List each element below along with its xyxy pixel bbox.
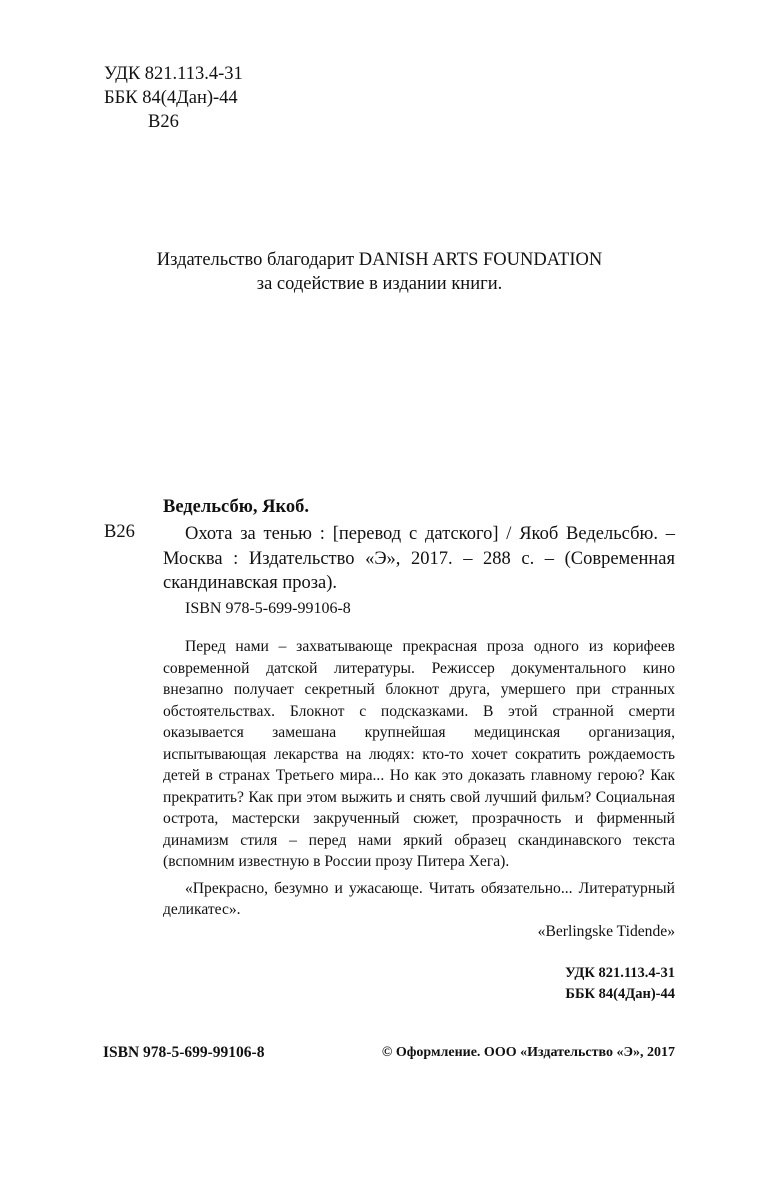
udk-code: УДК 821.113.4-31: [104, 64, 243, 84]
author-mark: В26: [148, 112, 179, 132]
review-source: «Berlingske Tidende»: [537, 922, 675, 940]
record-isbn: ISBN 978-5-699-99106-8: [185, 600, 351, 617]
record-author-mark: В26: [104, 522, 135, 542]
classification-codes-top: [104, 62, 243, 134]
footer-copyright: © Оформление. ООО «Издательство «Э», 2017: [381, 1045, 675, 1060]
review-quote: «Прекрасно, безумно и ужасающе. Читать обязательно... Литературный деликатес».: [163, 879, 675, 918]
footer-isbn: ISBN 978-5-699-99106-8: [103, 1044, 265, 1061]
bbk-code: ББК 84(4Дан)-44: [104, 88, 238, 108]
acknowledgement-line-2: за содействие в издании книги.: [256, 274, 503, 294]
udk-code-bottom: УДК 821.113.4-31: [565, 965, 675, 981]
acknowledgement: [0, 248, 759, 296]
annotation: [163, 636, 675, 942]
record-author: Ведельсбю, Якоб.: [163, 497, 310, 517]
bbk-code-bottom: ББК 84(4Дан)-44: [565, 986, 675, 1002]
record-description: Охота за тенью : [перевод с датского] / Якоб Ведельсбю. – Москва : Издательство «Э», 2017. – 288 с. – (Современная скандинавская проза).: [163, 524, 675, 593]
classification-codes-bottom: [565, 963, 675, 1005]
annotation-paragraph: Перед нами – захватывающе прекрасная проза одного из корифеев современной датской литературы. Режиссер документального кино внезапно получает секретный блокнот друга, умершего при странных обстоятельствах. Блокнот с подсказками. В этой странной смерти оказывается замешана крупнейшая медицинская организация, испытывающая лекарства на людях: кто-то хочет сократить рождаемость детей в странах Третьего мира... Но как это доказать главному герою? Как прекратить? Как при этом выжить и снять свой лучший фильм? Социальная острота, мастерски закрученный сюжет, прозрачность и фирменный динамизм стиля – перед нами яркий образец скандинавского текста (вспомним известную в России прозу Питера Хега).: [163, 638, 675, 870]
acknowledgement-line-1: Издательство благодарит DANISH ARTS FOUNDATION: [156, 250, 603, 270]
